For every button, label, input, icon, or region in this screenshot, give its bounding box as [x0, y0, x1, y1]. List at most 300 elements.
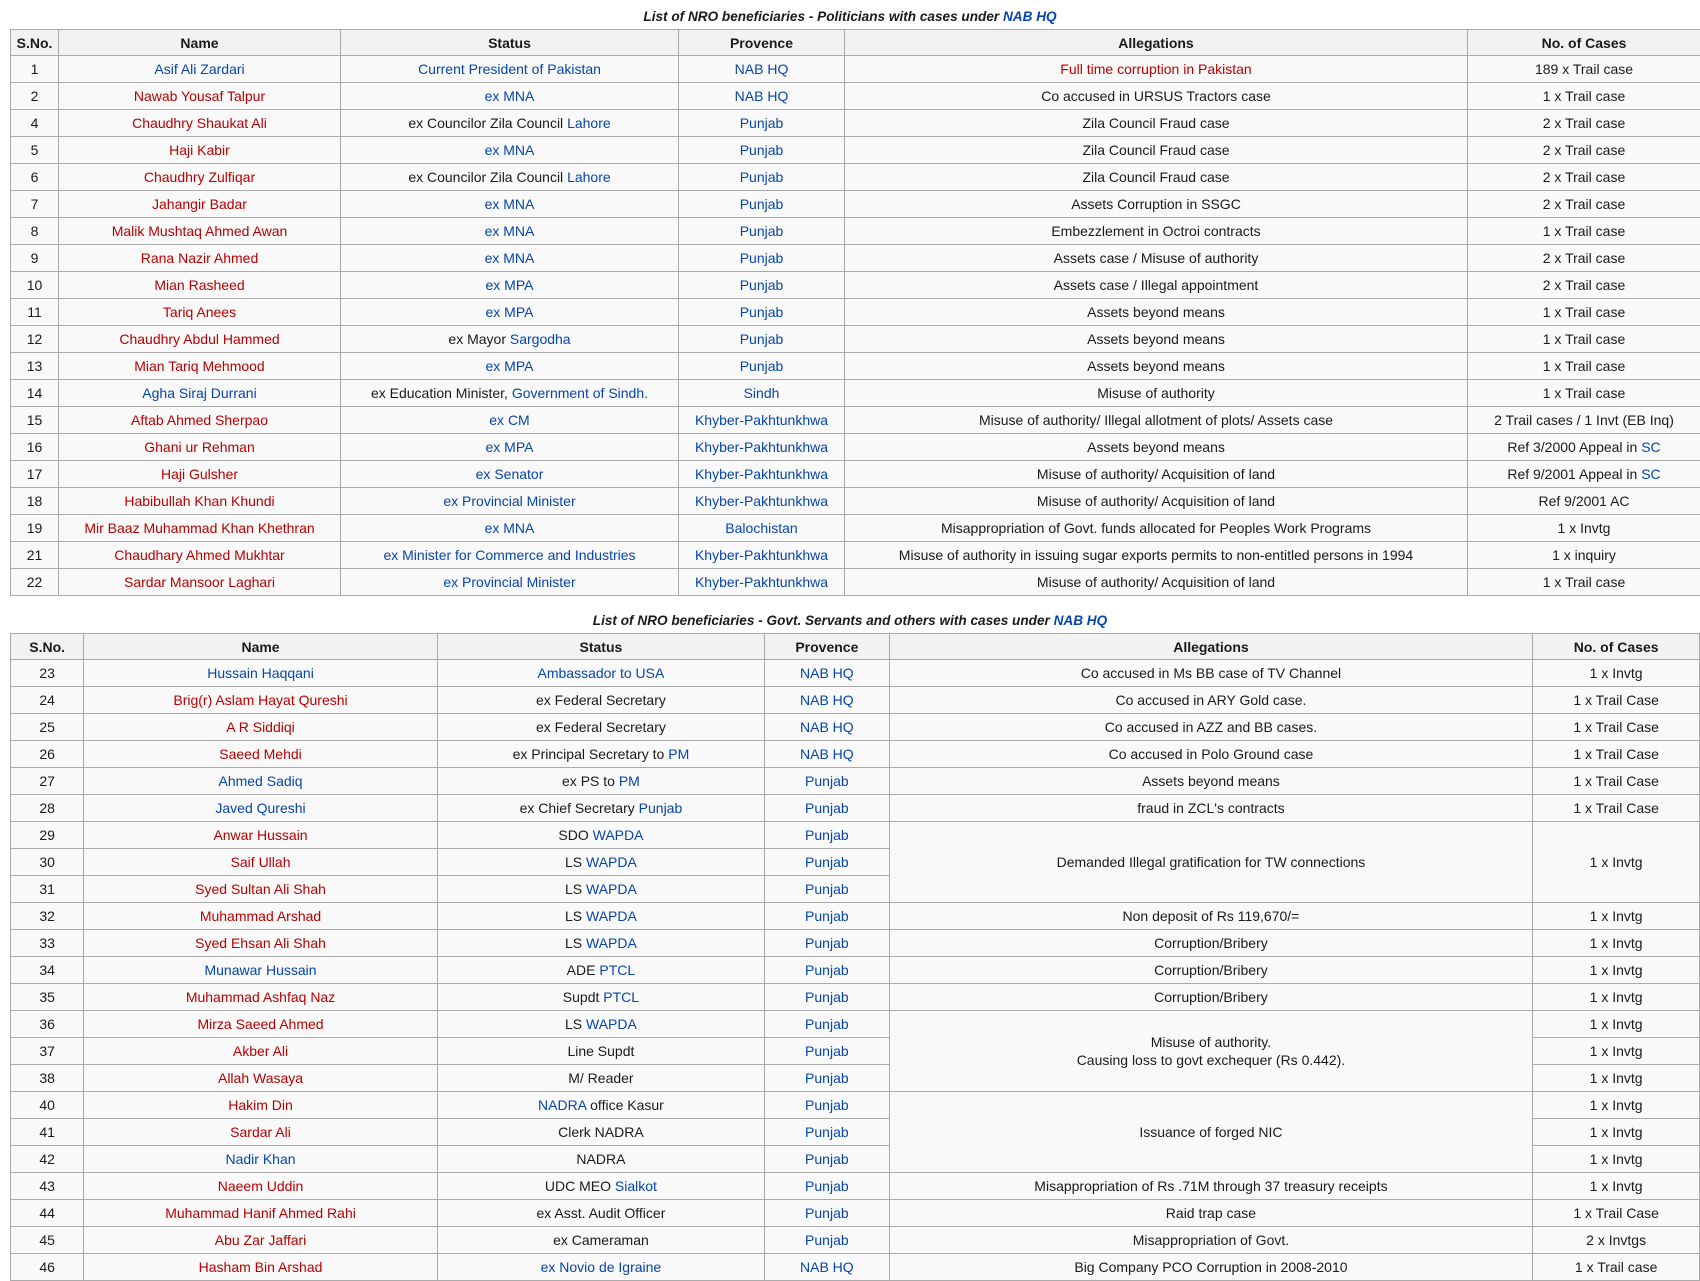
cell-name-link[interactable]: Chaudhry Zulfiqar	[59, 164, 341, 191]
cases-text: Ref 3/2000 Appeal in	[1507, 439, 1641, 455]
table-row	[11, 191, 1700, 218]
cell-provence-link[interactable]: Punjab	[765, 1038, 890, 1065]
cases-text: 1 x Trail case	[1543, 88, 1625, 104]
cell-provence-link[interactable]: Punjab	[679, 299, 845, 326]
govt-servants-table-section	[0, 609, 1700, 1281]
status-link[interactable]: ex MNA	[485, 223, 535, 239]
status-link[interactable]: WAPDA	[586, 1016, 637, 1032]
table-row	[11, 218, 1700, 245]
table-row	[11, 1173, 1700, 1200]
cell-provence-link[interactable]: NAB HQ	[765, 741, 890, 768]
cell-allegation: Issuance of forged NIC	[889, 1092, 1533, 1173]
status-text: UDC MEO	[545, 1178, 615, 1194]
table-row	[11, 930, 1700, 957]
allegation-line: Misuse of authority.	[1151, 1034, 1271, 1050]
cell-allegation: Misuse of authority/ Illegal allotment of plots/ Assets case	[845, 407, 1468, 434]
cell-allegation: Assets beyond means	[845, 326, 1468, 353]
cell-sno: 30	[11, 849, 84, 876]
header-name: Name	[84, 634, 437, 660]
cell-sno: 16	[11, 434, 59, 461]
header-no-of-cases: No. of Cases	[1468, 30, 1700, 56]
cell-provence-link[interactable]: Khyber-Pakhtunkhwa	[679, 434, 845, 461]
cell-name-link[interactable]: Abu Zar Jaffari	[84, 1227, 437, 1254]
cell-provence-link[interactable]: Punjab	[765, 1065, 890, 1092]
table-row	[11, 326, 1700, 353]
status-link[interactable]: ex MNA	[485, 142, 535, 158]
cell-provence-link[interactable]: NAB HQ	[679, 83, 845, 110]
status-text: ex Asst. Audit Officer	[536, 1205, 665, 1221]
cell-allegation: Misuse of authority in issuing sugar exports permits to non-entitled persons in 1994	[845, 542, 1468, 569]
cell-provence-link[interactable]: Punjab	[679, 191, 845, 218]
cell-name-link[interactable]: Chaudhry Shaukat Ali	[59, 110, 341, 137]
cell-provence-link[interactable]: Punjab	[679, 137, 845, 164]
cell-name-link[interactable]: Akber Ali	[84, 1038, 437, 1065]
cell-name-link[interactable]: Naeem Uddin	[84, 1173, 437, 1200]
cell-status	[341, 380, 679, 407]
cell-provence-link[interactable]: Punjab	[765, 1011, 890, 1038]
status-text: Clerk NADRA	[558, 1124, 644, 1140]
cases-text: 2 x Trail case	[1543, 196, 1625, 212]
header-name: Name	[59, 30, 341, 56]
cell-name-link[interactable]: Brig(r) Aslam Hayat Qureshi	[84, 687, 437, 714]
cell-cases: 1 x Invtg	[1533, 903, 1700, 930]
cell-cases	[1468, 542, 1700, 569]
cell-provence-link[interactable]: Punjab	[765, 768, 890, 795]
cell-cases	[1468, 326, 1700, 353]
cell-sno: 6	[11, 164, 59, 191]
cell-allegation	[889, 1011, 1533, 1092]
cell-name-link[interactable]: Nawab Yousaf Talpur	[59, 83, 341, 110]
cell-provence-link[interactable]: Punjab	[765, 1200, 890, 1227]
cell-provence-link[interactable]: Punjab	[679, 110, 845, 137]
cell-status	[437, 714, 764, 741]
politicians-table-body	[11, 56, 1700, 596]
cell-name-link[interactable]: Mian Tariq Mehmood	[59, 353, 341, 380]
cell-provence-link[interactable]: NAB HQ	[679, 56, 845, 83]
cell-provence-link[interactable]: Khyber-Pakhtunkhwa	[679, 407, 845, 434]
cell-status	[341, 245, 679, 272]
cell-name-link[interactable]: Sardar Ali	[84, 1119, 437, 1146]
politicians-table	[10, 29, 1700, 596]
cell-sno: 21	[11, 542, 59, 569]
caption-nab-hq-link[interactable]: NAB HQ	[1054, 613, 1108, 628]
cell-name-link[interactable]: Munawar Hussain	[84, 957, 437, 984]
cell-allegation: Assets case / Illegal appointment	[845, 272, 1468, 299]
cell-sno: 31	[11, 876, 84, 903]
cell-allegation: Corruption/Bribery	[889, 957, 1533, 984]
status-link[interactable]: WAPDA	[586, 854, 637, 870]
cell-name-link[interactable]: Javed Qureshi	[84, 795, 437, 822]
cell-sno: 44	[11, 1200, 84, 1227]
status-link[interactable]: PM	[668, 746, 689, 762]
cell-provence-link[interactable]: Punjab	[765, 849, 890, 876]
cell-allegation: Misappropriation of Govt. funds allocated for Peoples Work Programs	[845, 515, 1468, 542]
status-link[interactable]: ex MPA	[486, 358, 534, 374]
cell-cases	[1468, 353, 1700, 380]
cell-status	[341, 164, 679, 191]
status-link[interactable]: Sargodha	[510, 331, 571, 347]
cell-sno: 41	[11, 1119, 84, 1146]
status-text: Line Supdt	[567, 1043, 634, 1059]
cell-name-link[interactable]: Chaudhry Abdul Hammed	[59, 326, 341, 353]
cell-name-link[interactable]: Aftab Ahmed Sherpao	[59, 407, 341, 434]
table-row	[11, 515, 1700, 542]
status-link[interactable]: Lahore	[567, 169, 611, 185]
cell-allegation: Misappropriation of Rs .71M through 37 treasury receipts	[889, 1173, 1533, 1200]
cell-provence-link[interactable]: Punjab	[679, 353, 845, 380]
cell-status	[341, 56, 679, 83]
header-allegations: Allegations	[845, 30, 1468, 56]
table-row	[11, 903, 1700, 930]
status-link[interactable]: Current President of Pakistan	[418, 61, 601, 77]
status-link[interactable]: NADRA	[538, 1097, 586, 1113]
cell-name-link[interactable]: Mian Rasheed	[59, 272, 341, 299]
cell-cases	[1468, 488, 1700, 515]
cell-allegation: Assets beyond means	[889, 768, 1533, 795]
header-sno: S.No.	[11, 30, 59, 56]
cell-sno: 29	[11, 822, 84, 849]
cases-text: Ref 9/2001 AC	[1538, 493, 1629, 509]
cell-cases: 1 x Invtg	[1533, 1065, 1700, 1092]
cell-status	[341, 83, 679, 110]
cell-cases: 1 x Invtg	[1533, 660, 1700, 687]
cell-name-link[interactable]: Jahangir Badar	[59, 191, 341, 218]
cell-sno: 38	[11, 1065, 84, 1092]
cell-provence-link[interactable]: Khyber-Pakhtunkhwa	[679, 569, 845, 596]
status-link[interactable]: PM	[619, 773, 640, 789]
cell-provence-link[interactable]: Khyber-Pakhtunkhwa	[679, 461, 845, 488]
status-link[interactable]: Lahore	[567, 115, 611, 131]
table-row	[11, 353, 1700, 380]
cell-cases: 1 x Invtg	[1533, 1173, 1700, 1200]
cell-name-link[interactable]: Ghani ur Rehman	[59, 434, 341, 461]
cases-text: 1 x Invtg	[1558, 520, 1611, 536]
cell-sno: 4	[11, 110, 59, 137]
cell-name-link[interactable]: Muhammad Ashfaq Naz	[84, 984, 437, 1011]
cell-cases: 1 x Trail Case	[1533, 768, 1700, 795]
cell-sno: 7	[11, 191, 59, 218]
cases-text: 1 x Trail case	[1543, 304, 1625, 320]
status-link[interactable]: Sialkot	[615, 1178, 657, 1194]
status-text: ex Principal Secretary to	[513, 746, 669, 762]
cell-provence-link[interactable]: Punjab	[679, 326, 845, 353]
cell-provence-link[interactable]: Punjab	[765, 1173, 890, 1200]
cell-name-link[interactable]: Nadir Khan	[84, 1146, 437, 1173]
cell-cases: 1 x Trail case	[1533, 1254, 1700, 1281]
cell-cases	[1468, 110, 1700, 137]
cell-status	[437, 1038, 764, 1065]
cell-name-link[interactable]: Anwar Hussain	[84, 822, 437, 849]
header-provence: Provence	[765, 634, 890, 660]
cell-allegation: Assets Corruption in SSGC	[845, 191, 1468, 218]
cell-allegation: Corruption/Bribery	[889, 930, 1533, 957]
status-link[interactable]: WAPDA	[586, 935, 637, 951]
cell-name-link[interactable]: Saeed Mehdi	[84, 741, 437, 768]
cases-text: Ref 9/2001 Appeal in	[1507, 466, 1641, 482]
cell-status	[437, 930, 764, 957]
status-text: LS	[565, 935, 586, 951]
cell-allegation: Misuse of authority/ Acquisition of land	[845, 488, 1468, 515]
status-link[interactable]: Punjab	[639, 800, 683, 816]
cell-name-link[interactable]: Habibullah Khan Khundi	[59, 488, 341, 515]
cell-sno: 15	[11, 407, 59, 434]
cell-allegation: Co accused in AZZ and BB cases.	[889, 714, 1533, 741]
cases-text: 1 x Trail case	[1543, 385, 1625, 401]
table-row	[11, 984, 1700, 1011]
cell-cases: 1 x Invtg	[1533, 984, 1700, 1011]
cell-provence-link[interactable]: NAB HQ	[765, 714, 890, 741]
cell-name-link[interactable]: A R Siddiqi	[84, 714, 437, 741]
cell-allegation: Co accused in ARY Gold case.	[889, 687, 1533, 714]
cell-name-link[interactable]: Saif Ullah	[84, 849, 437, 876]
cases-text: 189 x Trail case	[1535, 61, 1633, 77]
cell-status	[437, 1254, 764, 1281]
cell-cases: 1 x Trail Case	[1533, 687, 1700, 714]
status-text: ex Cameraman	[553, 1232, 649, 1248]
cell-cases: 1 x Invtg	[1533, 957, 1700, 984]
status-link[interactable]: ex MNA	[485, 250, 535, 266]
cell-allegation: Assets beyond means	[845, 434, 1468, 461]
cases-text: 1 x Trail case	[1543, 331, 1625, 347]
header-status: Status	[341, 30, 679, 56]
cell-provence-link[interactable]: Punjab	[679, 245, 845, 272]
cell-provence-link[interactable]: Punjab	[765, 1092, 890, 1119]
status-link[interactable]: ex MNA	[485, 520, 535, 536]
cell-sno: 26	[11, 741, 84, 768]
cell-sno: 8	[11, 218, 59, 245]
cell-cases	[1468, 137, 1700, 164]
cell-sno: 11	[11, 299, 59, 326]
table-row	[11, 660, 1700, 687]
cell-name-link[interactable]: Sardar Mansoor Laghari	[59, 569, 341, 596]
cell-name-link[interactable]: Agha Siraj Durrani	[59, 380, 341, 407]
cell-status	[341, 461, 679, 488]
cell-cases	[1468, 272, 1700, 299]
status-link[interactable]: ex Minister for Commerce and Industries	[383, 547, 635, 563]
table-row	[11, 164, 1700, 191]
table-row	[11, 741, 1700, 768]
status-link[interactable]: ex MNA	[485, 196, 535, 212]
govt-servants-table-caption: List of NRO beneficiaries - Govt. Servants and others with cases under NAB HQ	[0, 609, 1700, 633]
cell-cases	[1468, 434, 1700, 461]
status-text: ex Federal Secretary	[536, 719, 666, 735]
cell-provence-link[interactable]: Punjab	[765, 903, 890, 930]
status-link[interactable]: PTCL	[603, 989, 639, 1005]
table-row	[11, 245, 1700, 272]
cell-provence-link[interactable]: Punjab	[765, 822, 890, 849]
cell-provence-link[interactable]: Punjab	[765, 1119, 890, 1146]
status-text: LS	[565, 1016, 586, 1032]
cell-status	[437, 1227, 764, 1254]
cell-provence-link[interactable]: Punjab	[679, 218, 845, 245]
status-link[interactable]: WAPDA	[593, 827, 644, 843]
status-link[interactable]: ex MNA	[485, 88, 535, 104]
cases-text: 1 x Trail case	[1543, 574, 1625, 590]
cell-cases: 1 x Invtg	[1533, 1038, 1700, 1065]
status-link[interactable]: ex MPA	[486, 277, 534, 293]
cell-allegation: fraud in ZCL's contracts	[889, 795, 1533, 822]
cell-name-link[interactable]: Rana Nazir Ahmed	[59, 245, 341, 272]
cell-name-link[interactable]: Mirza Saeed Ahmed	[84, 1011, 437, 1038]
cell-sno: 46	[11, 1254, 84, 1281]
table-row	[11, 1200, 1700, 1227]
header-provence: Provence	[679, 30, 845, 56]
cell-allegation: Zila Council Fraud case	[845, 164, 1468, 191]
cell-provence-link[interactable]: Khyber-Pakhtunkhwa	[679, 542, 845, 569]
status-text: Supdt	[563, 989, 603, 1005]
status-link[interactable]: ex MPA	[486, 439, 534, 455]
table-row	[11, 1227, 1700, 1254]
cell-allegation: Non deposit of Rs 119,670/=	[889, 903, 1533, 930]
govt-servants-table-body	[11, 660, 1700, 1281]
cell-cases	[1468, 299, 1700, 326]
table-row	[11, 461, 1700, 488]
cell-status	[341, 434, 679, 461]
cell-provence-link[interactable]: Punjab	[765, 957, 890, 984]
cell-status	[341, 407, 679, 434]
cell-provence-link[interactable]: NAB HQ	[765, 1254, 890, 1281]
table-row	[11, 1254, 1700, 1281]
cell-name-link[interactable]: Muhammad Hanif Ahmed Rahi	[84, 1200, 437, 1227]
cell-sno: 19	[11, 515, 59, 542]
cell-name-link[interactable]: Malik Mushtaq Ahmed Awan	[59, 218, 341, 245]
status-link[interactable]: ex Provincial Minister	[443, 574, 575, 590]
cell-cases: 1 x Invtg	[1533, 1119, 1700, 1146]
cell-name-link[interactable]: Tariq Anees	[59, 299, 341, 326]
status-text: LS	[565, 854, 586, 870]
cell-cases	[1468, 191, 1700, 218]
cell-name-link[interactable]: Hakim Din	[84, 1092, 437, 1119]
table-row	[11, 822, 1700, 849]
status-link[interactable]: ex Novio de Igraine	[541, 1259, 662, 1275]
cell-provence-link[interactable]: NAB HQ	[765, 687, 890, 714]
cell-name-link[interactable]: Asif Ali Zardari	[59, 56, 341, 83]
cell-cases	[1468, 407, 1700, 434]
cell-provence-link[interactable]: Punjab	[765, 930, 890, 957]
cases-text: 2 x Trail case	[1543, 169, 1625, 185]
cell-provence-link[interactable]: NAB HQ	[765, 660, 890, 687]
status-text: ex Councilor Zila Council	[408, 115, 567, 131]
status-link[interactable]: Ambassador to USA	[538, 665, 665, 681]
cell-name-link[interactable]: Hasham Bin Arshad	[84, 1254, 437, 1281]
status-link[interactable]: ex Senator	[476, 466, 544, 482]
status-link[interactable]: ex CM	[489, 412, 529, 428]
cell-sno: 2	[11, 83, 59, 110]
cell-allegation: Misuse of authority/ Acquisition of land	[845, 461, 1468, 488]
cell-sno: 42	[11, 1146, 84, 1173]
cell-allegation: Misuse of authority/ Acquisition of land	[845, 569, 1468, 596]
status-link[interactable]: PTCL	[599, 962, 635, 978]
cases-sc-link[interactable]: SC	[1641, 439, 1660, 455]
cell-status	[437, 687, 764, 714]
cell-status	[437, 795, 764, 822]
cell-name-link[interactable]: Haji Kabir	[59, 137, 341, 164]
cell-cases: 1 x Invtg	[1533, 930, 1700, 957]
status-text: ex Chief Secretary	[520, 800, 639, 816]
cell-name-link[interactable]: Haji Gulsher	[59, 461, 341, 488]
status-text: ex Councilor Zila Council	[408, 169, 567, 185]
status-link[interactable]: ex MPA	[486, 304, 534, 320]
cell-status	[341, 272, 679, 299]
cell-name-link[interactable]: Muhammad Arshad	[84, 903, 437, 930]
cell-allegation: Raid trap case	[889, 1200, 1533, 1227]
cell-cases	[1468, 164, 1700, 191]
cell-provence-link[interactable]: Punjab	[679, 164, 845, 191]
cell-status	[341, 326, 679, 353]
cell-sno: 36	[11, 1011, 84, 1038]
cell-status	[341, 191, 679, 218]
table-row	[11, 768, 1700, 795]
status-text: NADRA	[576, 1151, 625, 1167]
cell-sno: 37	[11, 1038, 84, 1065]
cell-sno: 13	[11, 353, 59, 380]
cell-name-link[interactable]: Allah Wasaya	[84, 1065, 437, 1092]
table-row	[11, 542, 1700, 569]
status-text: ex PS to	[562, 773, 619, 789]
cell-provence-link[interactable]: Punjab	[765, 795, 890, 822]
cell-sno: 23	[11, 660, 84, 687]
cell-cases: 1 x Trail Case	[1533, 795, 1700, 822]
cell-cases	[1468, 569, 1700, 596]
cases-text: 2 x Trail case	[1543, 277, 1625, 293]
cell-sno: 24	[11, 687, 84, 714]
cell-cases: 1 x Invtg	[1533, 1011, 1700, 1038]
caption-nab-hq-link[interactable]: NAB HQ	[1003, 9, 1057, 24]
cell-provence-link[interactable]: Punjab	[765, 1227, 890, 1254]
cell-cases: 1 x Trail Case	[1533, 1200, 1700, 1227]
cell-allegation: Misappropriation of Govt.	[889, 1227, 1533, 1254]
cell-provence-link[interactable]: Punjab	[679, 272, 845, 299]
cases-text: 2 x Trail case	[1543, 250, 1625, 266]
cases-text: 1 x Trail case	[1543, 223, 1625, 239]
cell-allegation-link[interactable]: Full time corruption in Pakistan	[845, 56, 1468, 83]
table-row	[11, 1092, 1700, 1119]
cell-name-link[interactable]: Syed Sultan Ali Shah	[84, 876, 437, 903]
status-link[interactable]: WAPDA	[586, 908, 637, 924]
status-text: ex Mayor	[448, 331, 509, 347]
status-link[interactable]: Government of Sindh.	[512, 385, 648, 401]
govt-servants-table	[10, 633, 1700, 1281]
cases-sc-link[interactable]: SC	[1641, 466, 1660, 482]
status-text: LS	[565, 908, 586, 924]
cell-status	[437, 1146, 764, 1173]
cell-name-link[interactable]: Hussain Haqqani	[84, 660, 437, 687]
cell-provence-link[interactable]: Punjab	[765, 1146, 890, 1173]
cell-allegation: Zila Council Fraud case	[845, 110, 1468, 137]
cell-sno: 34	[11, 957, 84, 984]
cell-name-link[interactable]: Syed Ehsan Ali Shah	[84, 930, 437, 957]
cell-provence-link[interactable]: Khyber-Pakhtunkhwa	[679, 488, 845, 515]
cell-provence-link[interactable]: Punjab	[765, 876, 890, 903]
cell-provence-link[interactable]: Balochistan	[679, 515, 845, 542]
politicians-table-caption: List of NRO beneficiaries - Politicians with cases under NAB HQ	[0, 5, 1700, 29]
cell-provence-link[interactable]: Punjab	[765, 984, 890, 1011]
cell-sno: 27	[11, 768, 84, 795]
cell-name-link[interactable]: Chaudhary Ahmed Mukhtar	[59, 542, 341, 569]
status-link[interactable]: ex Provincial Minister	[443, 493, 575, 509]
cell-allegation: Demanded Illegal gratification for TW connections	[889, 822, 1533, 903]
status-text: ex Education Minister,	[371, 385, 512, 401]
cell-status	[437, 903, 764, 930]
cell-name-link[interactable]: Ahmed Sadiq	[84, 768, 437, 795]
cell-provence-link[interactable]: Sindh	[679, 380, 845, 407]
cell-name-link[interactable]: Mir Baaz Muhammad Khan Khethran	[59, 515, 341, 542]
cell-status	[437, 957, 764, 984]
cell-cases	[1468, 245, 1700, 272]
status-link[interactable]: WAPDA	[586, 881, 637, 897]
table-row	[11, 56, 1700, 83]
cell-status	[437, 741, 764, 768]
